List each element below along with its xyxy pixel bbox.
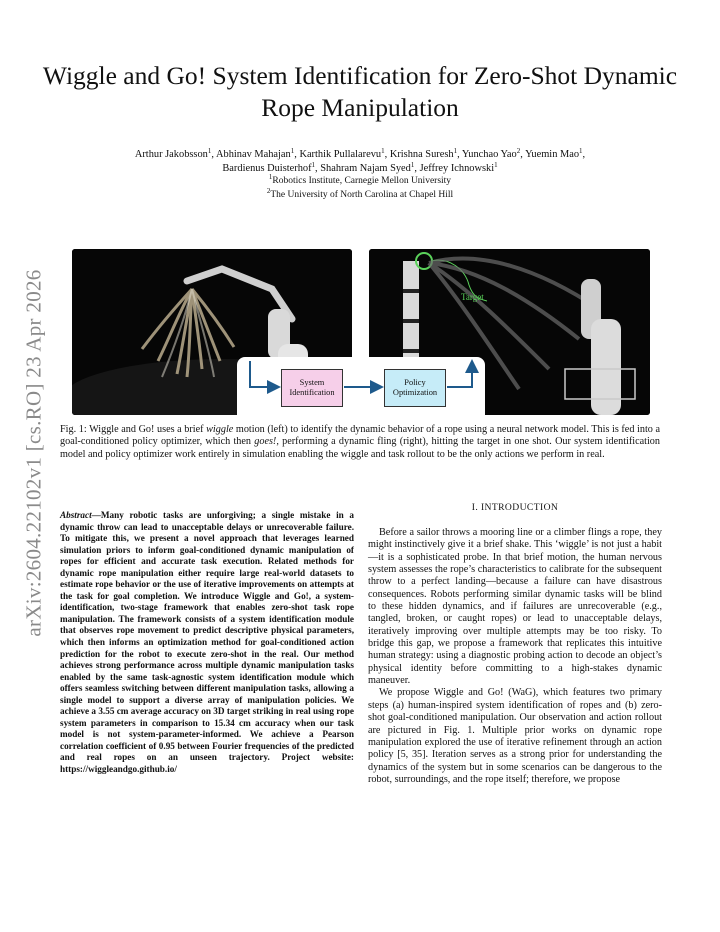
affiliation-1-text: Robotics Institute, Carnegie Mellon University — [272, 176, 452, 186]
affiliation-2-number: 2 — [266, 186, 271, 195]
author-affiliation-number: 1 — [453, 147, 458, 155]
author-list — [40, 148, 680, 175]
author-affiliation-number: 1 — [207, 147, 212, 155]
author-name: Bardienus Duisterhof — [222, 162, 312, 174]
author-name: Krishna Suresh — [389, 149, 454, 160]
affiliation-1 — [40, 175, 680, 189]
author-8: Shahram Najam Syed$^1$, — [320, 160, 420, 174]
author-affiliation-number: 1 — [494, 160, 498, 169]
author-affiliation-number: 1 — [579, 147, 583, 155]
section-heading-introduction: I. INTRODUCTION — [471, 502, 559, 513]
caption-text-2: motion (left) to identify the dynamic behavior of a rope using a neural network model. This is fed into a goal-conditioned policy optimizer, which then — [60, 424, 660, 448]
author-4: Krishna Suresh$^1$, — [389, 147, 462, 160]
caption-emphasis-goes: goes! — [254, 436, 277, 448]
author-name: Karthik Pullalarevu — [299, 149, 382, 160]
caption-text-3: , performing a dynamic fling (right), hitting the target in one shot. Our system identification model and policy optimizer work entirely in simulation enabling the wiggle and task rollout to be the only actions we perform in real. — [60, 436, 660, 460]
author-affiliation-number: 2 — [516, 147, 521, 155]
introduction-body — [368, 527, 662, 786]
affiliation-2-text: The University of North Carolina at Chapel Hill — [270, 189, 454, 200]
abstract — [60, 510, 354, 776]
author-2: Abhinav Mahajan$^1$, — [216, 147, 300, 160]
affiliation-2 — [40, 186, 680, 203]
author-7: Bardienus Duisterhof$^1$, — [222, 160, 321, 174]
target-label: Target — [461, 292, 484, 302]
author-6: Yuemin Mao$^1$, — [525, 147, 586, 160]
author-1: Arthur Jakobsson$^1$, — [134, 147, 216, 160]
author-9 — [419, 160, 498, 174]
arxiv-identifier — [14, 258, 54, 648]
author-name: Yuemin Mao — [525, 149, 580, 160]
author-name: Abhinav Mahajan — [216, 149, 291, 160]
author-name: Shahram Najam Syed — [320, 162, 411, 174]
author-name: Jeffrey Ichnowski — [419, 162, 495, 174]
abstract-label: Abstract — [60, 510, 92, 520]
author-3: Karthik Pullalarevu$^1$, — [299, 147, 390, 160]
author-name: Yunchao Yao — [461, 149, 517, 160]
paper-title: Wiggle and Go! System Identification for Zero-Shot Dynamic Rope Manipulation — [42, 61, 678, 122]
system-identification-box: System Identification — [281, 369, 343, 407]
intro-paragraph-2: We propose Wiggle and Go! (WaG), which features two primary steps (a) human-inspired system identification of ropes and (b) zero-shot goal-conditioned manipulation. Our observation and action rollout are pictured in Fig. 1. Multiple prior works on dynamic rope manipulation explored the use of iterative refinement through an action policy [5, 35]. Iteration serves as a strong prior for understanding the dynamics of the system but in some scenarios can be dangerous to the robot, surroundings, and the rope itself; therefore, we propose — [368, 687, 662, 785]
caption-text-1: Fig. 1: Wiggle and Go! uses a brief — [60, 424, 207, 435]
author-affiliation-number: 1 — [410, 160, 415, 169]
author-affiliation-number: 1 — [381, 147, 385, 155]
caption-emphasis-wiggle: wiggle — [206, 424, 234, 435]
author-block — [40, 148, 680, 202]
affiliation-1-number: 1 — [268, 173, 273, 181]
abstract-text: —Many robotic tasks are unforgiving; a single mistake in a dynamic throw can lead to unacceptable delays or unrecoverable failure. To mitigate this, we present a novel approach that leverages learned simulation priors to inform goal-conditioned dynamic manipulation of ropes for efficient and accurate task execution. Related methods for dynamic rope manipulation either require large real-world datasets to estimate rope behavior or the use of iterative improvements on attempts at the task for goal completion. We introduce Wiggle and Go!, a system-identification, two-stage framework that enables zero-shot task rope manipulation. The framework consists of a system identification module that observes rope movement to predict descriptive physical parameters, which then informs an optimization method for goal-conditioned action prediction for the robot to execute zero-shot in the real. Our method achieves strong performance across multiple dynamic manipulation tasks enabled by the same task-agnostic system identification module which offers seamless switching between different manipulation tasks, allowing a single model to support a diverse array of manipulation policies. We achieve a 3.55 cm average accuracy on 3D target striking in real using rope system parameters in comparison to 15.34 cm accuracy when our task model is not system-parameter-informed. We achieve a Pearson correlation coefficient of 0.95 between Fourier frequencies of the predicted and real ropes on an unseen trajectory. Project website: https://wiggleandgo.github.io/ — [60, 510, 354, 775]
figure-1 — [72, 249, 650, 415]
policy-optimization-box: Policy Optimization — [384, 369, 446, 407]
pipeline-background — [237, 357, 485, 415]
author-name: Arthur Jakobsson — [134, 149, 208, 160]
arxiv-identifier-text: arXiv:2604.22102v1 [cs.RO] 23 Apr 2026 — [21, 269, 46, 637]
figure-caption — [60, 424, 660, 461]
author-5: Yunchao Yao$^2$, — [461, 147, 526, 160]
intro-paragraph-1: Before a sailor throws a mooring line or a climber flings a rope, they might instinctively give it a brief shake. This ‘wiggle’ is not just a habit—it is a sophisticated probe. In that brief motion, the human nervous system assesses the rope’s characteristics to calibrate for the subsequent throw to a perfect landing—because a failure can have disastrous consequences. Robots performing similar dynamic tasks will be blind to these hidden dynamics, and if failures are unrecoverable (e.g., tangled, broken, or caught ropes) or lead to unacceptable delays, iteratively improving over multiple attempts may be too risky. To bridge this gap, we propose a framework that replicates this intuitive human strategy: using a diagnostic probing action to decode an object’s physical identity before committing to a high-stakes dynamic maneuver. — [368, 527, 662, 687]
author-affiliation-number: 1 — [290, 147, 295, 155]
author-affiliation-number: 1 — [311, 160, 316, 169]
